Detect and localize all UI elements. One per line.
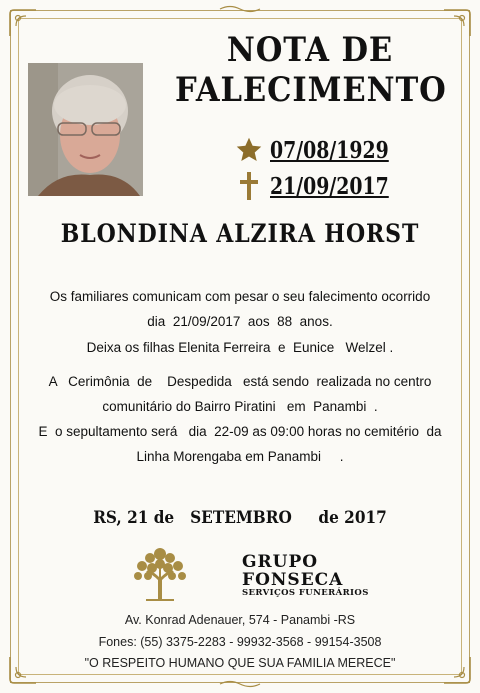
birth-date: 07/08/1929	[270, 136, 389, 164]
ornament-bottom-icon	[218, 679, 262, 689]
deceased-name: BLONDINA ALZIRA HORST	[60, 219, 420, 248]
corner-ornament-icon	[6, 6, 40, 40]
brand-tagline: SERVIÇOS FUNERÁRIOS	[242, 588, 369, 598]
motto: "O RESPEITO HUMANO QUE SUA FAMILIA MERECE"	[84, 656, 396, 670]
paragraph-line: Deixa os filhas Elenita Ferreira e Eunice Welzel .	[86, 340, 394, 355]
star-icon	[232, 136, 266, 164]
tree-icon	[128, 540, 192, 604]
title-line-1: NOTA DE	[226, 30, 394, 70]
paragraph-line: Os familiares comunicam com pesar o seu falecimento ocorrido	[49, 289, 431, 304]
paragraph-line: A Cerimônia de Despedida está sendo realizada no centro	[48, 374, 432, 389]
brand-line-1: GRUPO	[242, 552, 319, 572]
cross-icon	[232, 171, 266, 201]
paragraph-line: E o sepultamento será dia 22-09 as 09:00 horas no cemitério da	[38, 424, 442, 439]
ornament-top-icon	[218, 4, 262, 14]
death-date-row	[232, 170, 415, 202]
paragraph-line: dia 21/09/2017 aos 88 anos.	[147, 314, 333, 329]
death-date: 21/09/2017	[270, 172, 389, 200]
portrait-photo	[28, 63, 143, 196]
paragraph-line: Linha Morengaba em Panambi .	[136, 449, 344, 464]
title-line-2: FALECIMENTO	[175, 70, 447, 110]
corner-ornament-icon	[440, 6, 474, 40]
phones: Fones: (55) 3375-2283 - 99932-3568 - 99154-3508	[98, 635, 382, 649]
birth-date-row	[232, 134, 415, 166]
address: Av. Konrad Adenauer, 574 - Panambi -RS	[124, 613, 356, 627]
paragraph-line: comunitário do Bairro Piratini em Panambi .	[102, 399, 378, 414]
place-date-line: RS, 21 de SETEMBRO de 2017	[93, 508, 387, 528]
brand-line-2: FONSECA	[242, 570, 344, 590]
